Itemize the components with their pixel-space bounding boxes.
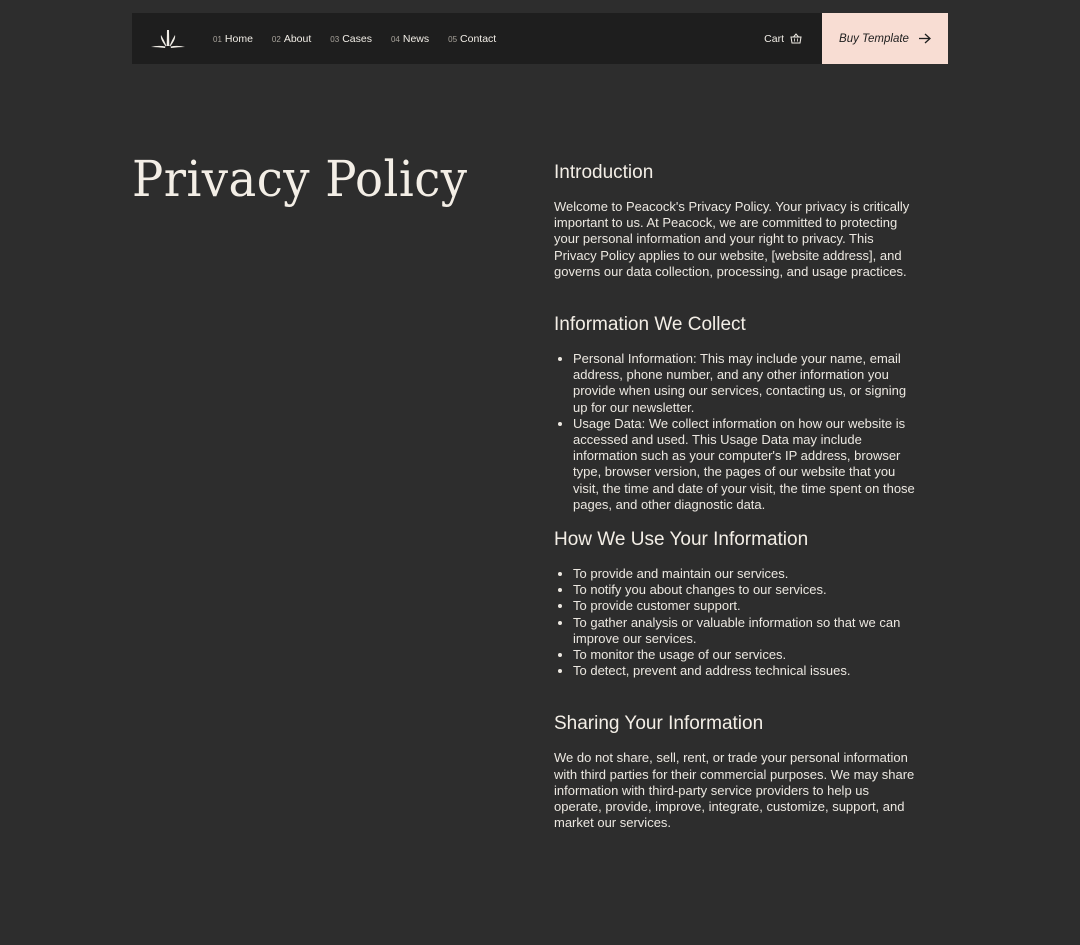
basket-icon — [790, 33, 802, 44]
nav-link-number: 03 — [330, 34, 340, 44]
list-item: • Usage Data: We collect information on how our website is accessed and used. This Usage Data may include information such as your computer's IP address, browser type, browser version, the pages of our website that you visit, the time and date of your visit, the time spent on those pages, and other diagnostic data. — [573, 416, 919, 513]
buy-template-label: Buy Template — [839, 32, 909, 45]
nav-link-number: 01 — [213, 34, 222, 44]
section-heading-introduction: Introduction — [554, 162, 654, 183]
nav-link-label: News — [402, 32, 430, 45]
section-heading-how-we-use: How We Use Your Information — [554, 529, 809, 551]
section-heading-sharing: Sharing Your Information — [554, 713, 764, 735]
nav-link-number: 04 — [390, 34, 400, 44]
policy-content — [554, 162, 919, 831]
nav-link-cases[interactable] — [330, 33, 372, 45]
nav-link-news[interactable] — [391, 33, 429, 45]
list-item: • To notify you about changes to our services. — [573, 582, 919, 598]
how-we-use-list — [554, 566, 919, 679]
list-item: • Personal Information: This may include your name, email address, phone number, and any other information you provide when using our services, contacting us, or signing up for our newsletter. — [573, 351, 919, 416]
arrow-right-icon — [918, 33, 931, 44]
list-item: • To gather analysis or valuable information so that we can improve our services. — [573, 615, 919, 647]
section-heading-information-collect: Information We Collect — [554, 314, 746, 336]
peacock-logo-icon[interactable] — [150, 28, 186, 50]
nav-link-label: Cases — [342, 32, 372, 45]
nav-link-label: About — [283, 32, 312, 45]
page-title: Privacy Policy — [132, 150, 468, 208]
cart-label: Cart — [764, 32, 784, 45]
nav-links — [213, 33, 515, 45]
nav-link-number: 05 — [448, 34, 458, 44]
nav-link-number: 02 — [271, 34, 281, 44]
information-collect-list — [554, 351, 919, 513]
introduction-paragraph: Welcome to Peacock's Privacy Policy. Your privacy is critically important to us. At Peacock, we are committed to protecting your personal information and your right to privacy. This Privacy Policy applies to our website, [website address], and governs our data collection, processing, and usage practices. — [554, 199, 910, 279]
nav-link-home[interactable] — [213, 33, 253, 45]
nav-link-label: Home — [224, 32, 253, 45]
list-item: • To detect, prevent and address technical issues. — [573, 663, 919, 679]
top-navbar — [132, 13, 948, 64]
nav-link-about[interactable] — [272, 33, 311, 45]
nav-link-contact[interactable] — [448, 33, 496, 45]
list-item: • To provide and maintain our services. — [573, 566, 919, 582]
cart-link[interactable] — [764, 33, 802, 45]
sharing-paragraph: We do not share, sell, rent, or trade your personal information with third parties for their commercial purposes. We may share information with third-party service providers to help us operate, provide, improve, integrate, customize, support, and market our services. — [554, 750, 915, 831]
nav-link-label: Contact — [460, 32, 497, 45]
buy-template-button[interactable] — [822, 13, 948, 64]
list-item: • To provide customer support. — [573, 598, 919, 614]
list-item: • To monitor the usage of our services. — [573, 647, 919, 663]
